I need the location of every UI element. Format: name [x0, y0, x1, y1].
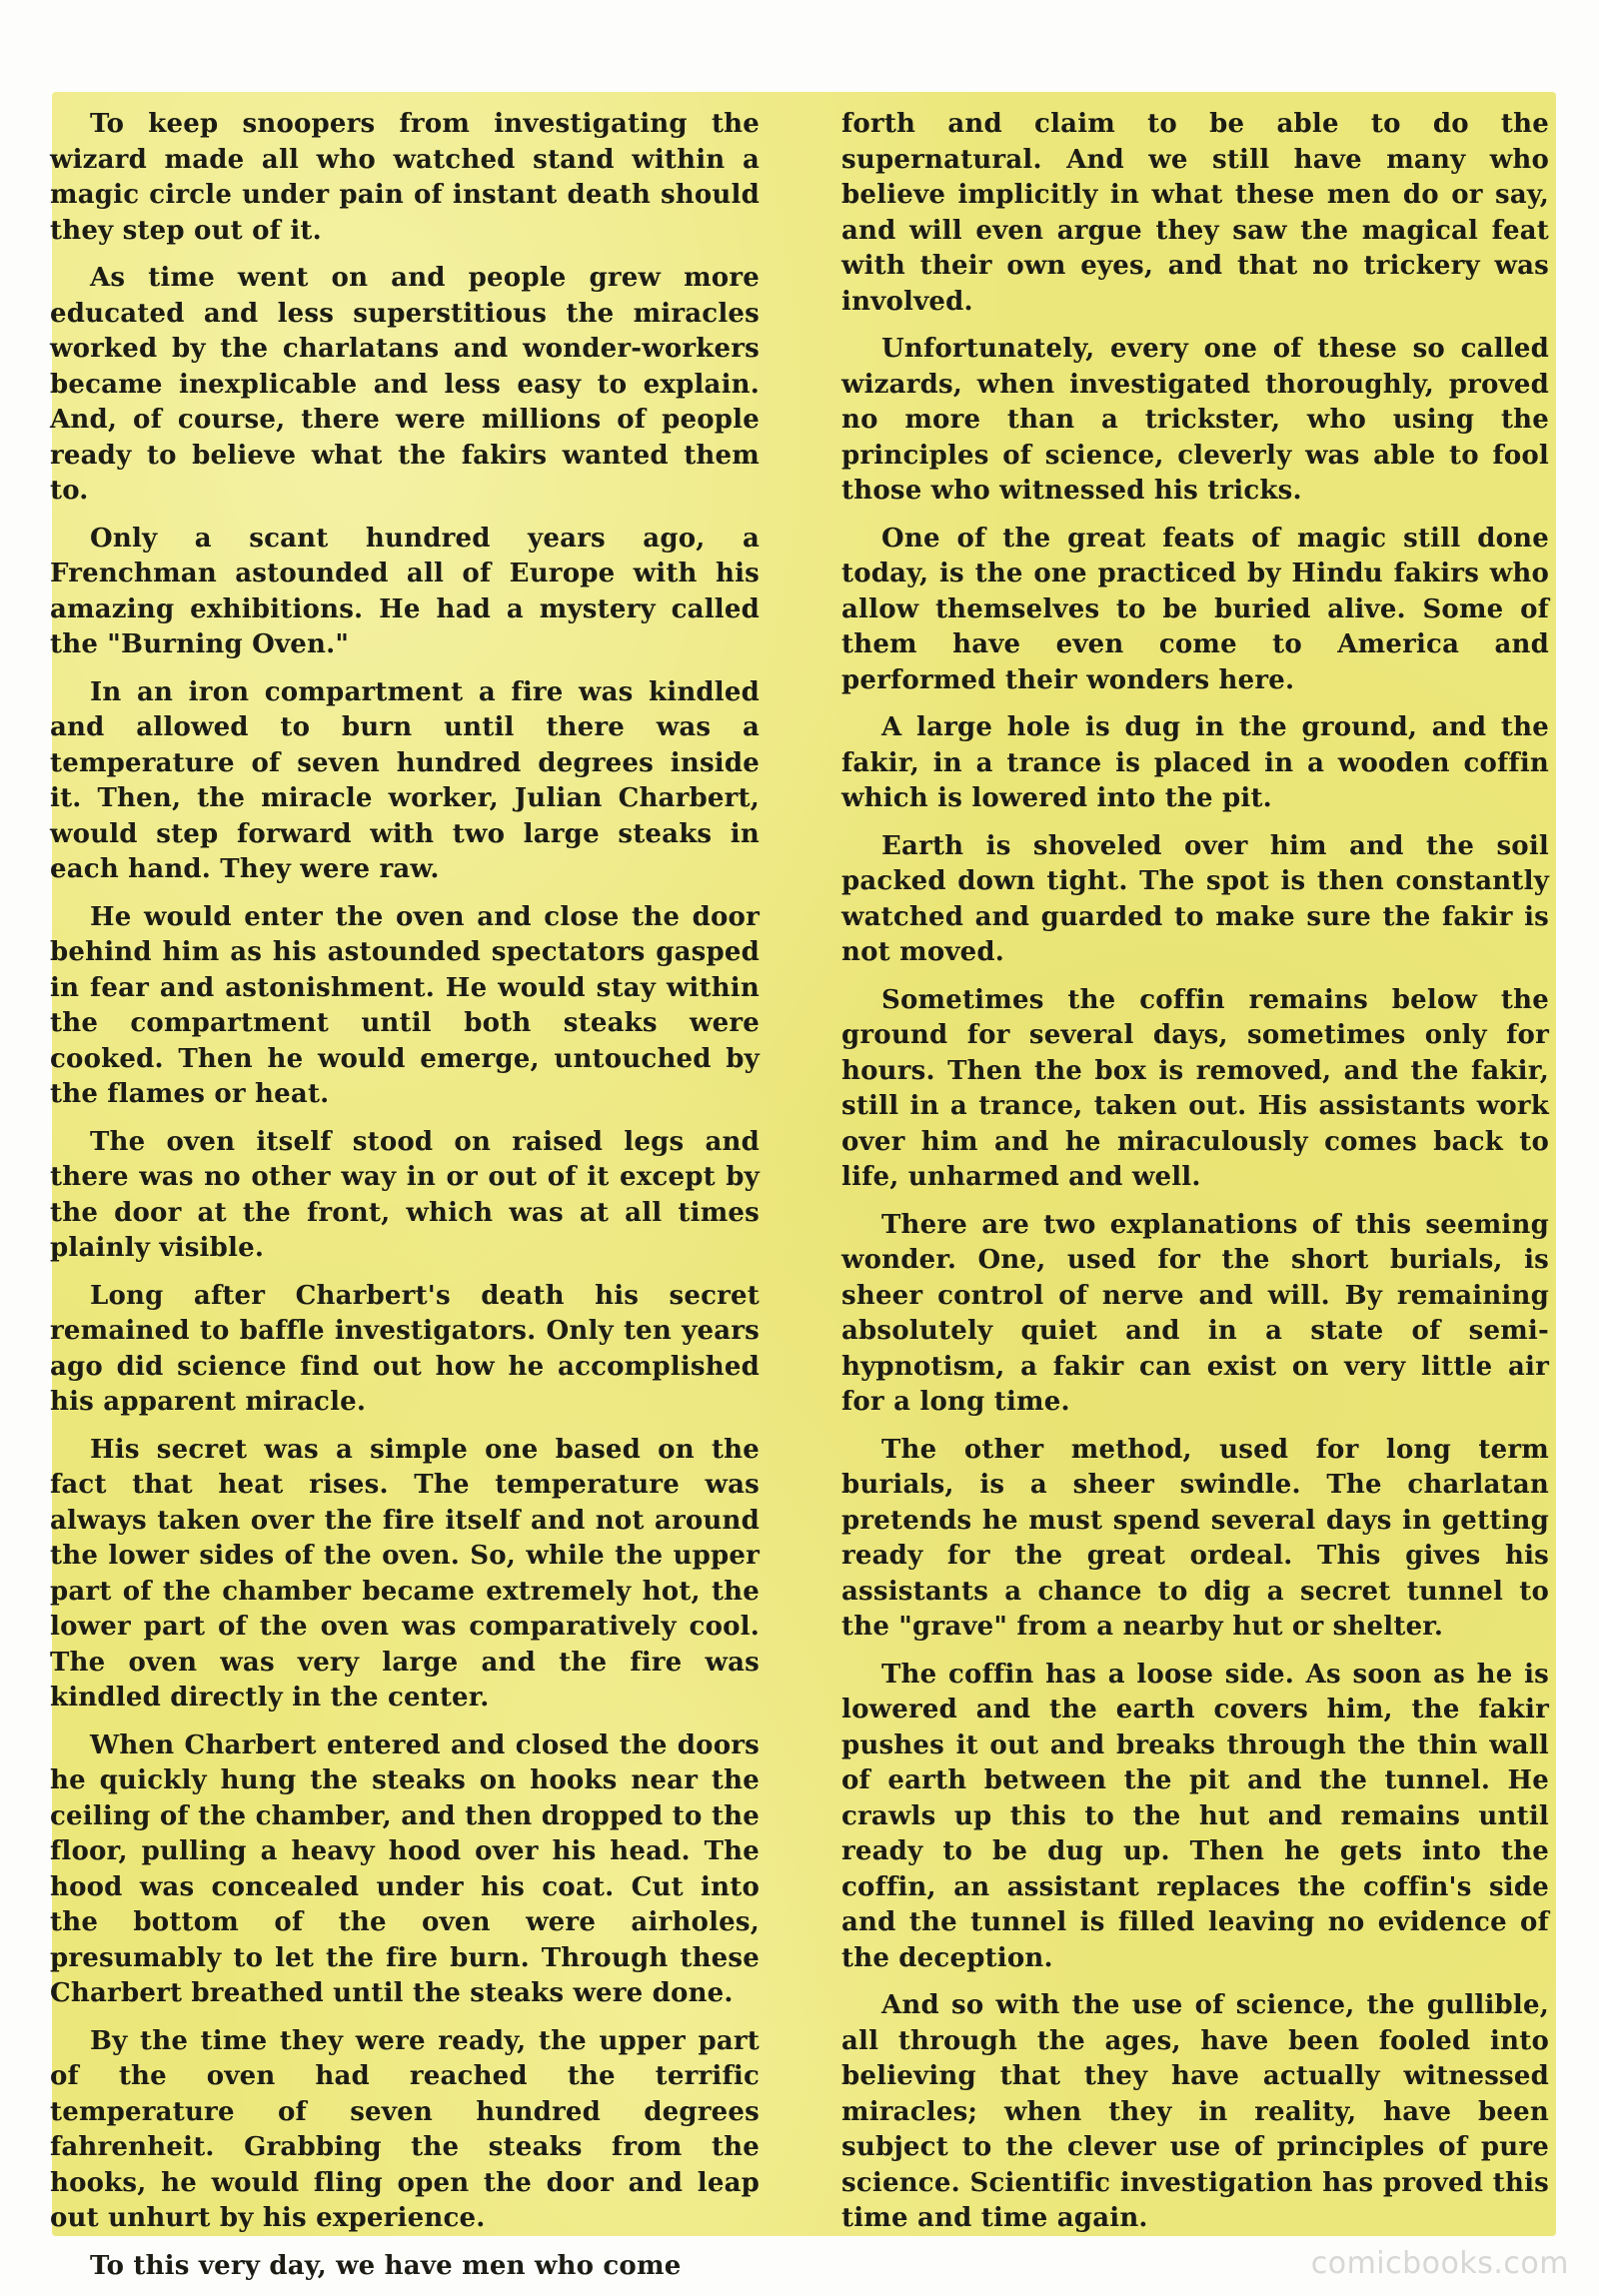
- paragraph: Earth is shoveled over him and the soil packed down tight. The spot is then constantly watched and guarded to make sure the fakir is not moved.: [841, 830, 1549, 967]
- article-right-column: [841, 107, 1549, 2249]
- paragraph: Sometimes the coffin remains below the ground for several days, sometimes only for hours. Then the box is removed, and the fakir, still in a trance, taken out. His assistants work over him and he miraculously comes back to life, unharmed and well.: [841, 984, 1549, 1192]
- paragraph: His secret was a simple one based on the fact that heat rises. The temperature was always taken over the fire itself and not around the lower sides of the oven. So, while the upper part of the chamber became extremely hot, the lower part of the oven was comparatively cool. The oven was very large and the fire was kindled directly in the center.: [50, 1434, 760, 1713]
- paragraph: The coffin has a loose side. As soon as he is lowered and the earth covers him, the fakir pushes it out and breaks through the thin wall of earth between the pit and the tunnel. He crawls up this to the hut and remains until ready to be dug up. Then he gets into the coffin, an assistant replaces the coffin's side and the tunnel is filled leaving no evidence of the deception.: [841, 1659, 1549, 1973]
- paragraph: To keep snoopers from investigating the wizard made all who watched stand within a magic circle under pain of instant death should they step out of it.: [50, 109, 760, 246]
- paragraph: As time went on and people grew more educated and less superstitious the miracles worked by the charlatans and wonder-workers became inexplicable and less easy to explain. And, of course, there were millions of people ready to believe what the fakirs wanted them to.: [50, 263, 760, 506]
- paragraph: The oven itself stood on raised legs and there was no other way in or out of it except by the door at the front, which was at all times plainly visible.: [50, 1126, 760, 1263]
- article-left-column: [50, 107, 760, 2296]
- paragraph: In an iron compartment a fire was kindled and allowed to burn until there was a temperature of seven hundred degrees inside it. Then, the miracle worker, Julian Charbert, would step forward with two large steaks in each hand. They were raw.: [50, 676, 760, 884]
- paragraph: forth and claim to be able to do the supernatural. And we still have many who believe implicitly in what these men do or say, and will even argue they saw the magical feat with their own eyes, and that no trickery was involved.: [841, 109, 1549, 317]
- paragraph: A large hole is dug in the ground, and the fakir, in a trance is placed in a wooden coffin which is lowered into the pit.: [841, 712, 1549, 813]
- paragraph: The other method, used for long term burials, is a sheer swindle. The charlatan pretends he must spend several days in getting ready for the great ordeal. This gives his assistants a chance to dig a secret tunnel to the "grave" from a nearby hut or shelter.: [841, 1434, 1549, 1642]
- paragraph: When Charbert entered and closed the doors he quickly hung the steaks on hooks near the ceiling of the chamber, and then dropped to the floor, pulling a heavy hood over his head. The hood was concealed under his coat. Cut into the bottom of the oven were airholes, presumably to let the fire burn. Through these Charbert breathed until the steaks were done.: [50, 1729, 760, 2008]
- paragraph: Only a scant hundred years ago, a Frenchman astounded all of Europe with his amazing exhibitions. He had a mystery called the "Burning Oven.": [50, 523, 760, 659]
- paragraph: Unfortunately, every one of these so called wizards, when investigated thoroughly, proved no more than a trickster, who using the principles of science, cleverly was able to fool those who witnessed his tricks.: [841, 334, 1549, 506]
- paragraph: One of the great feats of magic still done today, is the one practiced by Hindu fakirs who allow themselves to be buried alive. Some of them have even come to America and performed their wonders here.: [841, 523, 1549, 695]
- paragraph: And so with the use of science, the gullible, all through the ages, have been fooled into believing that they have actually witnessed miracles; when they in reality, have been subject to the clever use of principles of pure science. Scientific investigation has proved this time and time again.: [841, 1990, 1549, 2233]
- paragraph: He would enter the oven and close the door behind him as his astounded spectators gasped in fear and astonishment. He would stay within the compartment until both steaks were cooked. Then he would emerge, untouched by the flames or heat.: [50, 901, 760, 1109]
- paragraph: There are two explanations of this seeming wonder. One, used for the short burials, is sheer control of nerve and will. By remaining absolutely quiet and in a state of semi-hypnotism, a fakir can exist on very little air for a long time.: [841, 1209, 1549, 1417]
- paragraph: By the time they were ready, the upper part of the oven had reached the terrific temperature of seven hundred degrees fahrenheit. Grabbing the steaks from the hooks, he would fling open the door and leap out unhurt by his experience.: [50, 2025, 760, 2233]
- site-watermark: comicbooks.com: [1310, 2246, 1569, 2281]
- paragraph: Long after Charbert's death his secret remained to baffle investigators. Only ten years ago did science find out how he accomplished his apparent miracle.: [50, 1280, 760, 1417]
- paragraph: To this very day, we have men who come: [90, 2250, 682, 2281]
